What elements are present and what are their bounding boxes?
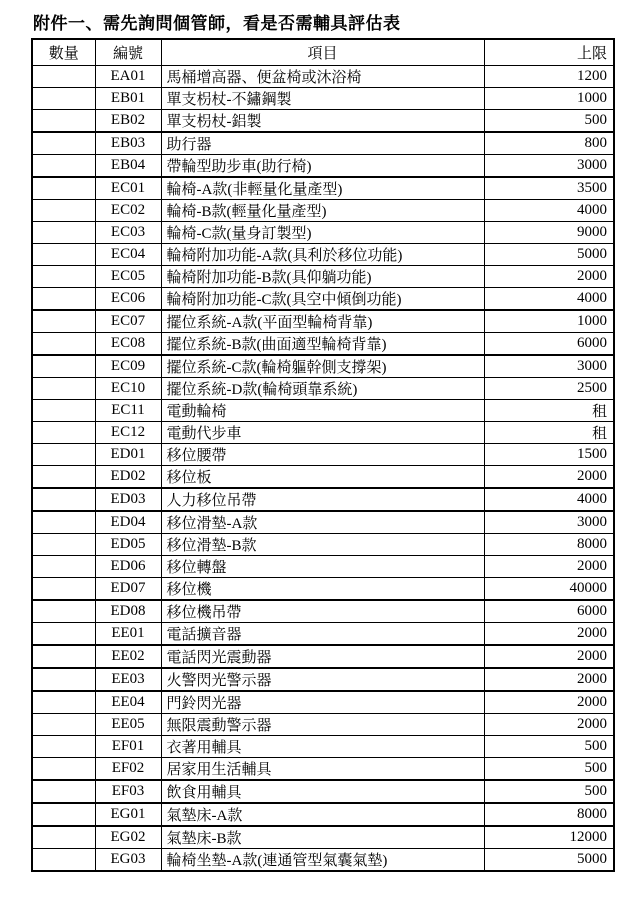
limit-cell: 1500	[484, 443, 614, 465]
table-row	[32, 443, 614, 465]
item-cell: 電動輪椅	[161, 399, 484, 421]
assistive-device-table	[31, 38, 615, 872]
limit-cell: 4000	[484, 199, 614, 221]
item-cell: 擺位系統-B款(曲面適型輪椅背靠)	[161, 332, 484, 355]
item-cell: 移位板	[161, 465, 484, 488]
table-row	[32, 332, 614, 355]
table-row	[32, 577, 614, 600]
limit-cell: 2000	[484, 645, 614, 668]
table-row	[32, 668, 614, 691]
code-cell: EE03	[95, 668, 161, 691]
item-cell: 輪椅附加功能-A款(具利於移位功能)	[161, 243, 484, 265]
item-cell: 人力移位吊帶	[161, 488, 484, 511]
limit-cell: 800	[484, 132, 614, 155]
code-cell: EC07	[95, 310, 161, 333]
limit-cell: 500	[484, 735, 614, 757]
quantity-cell	[32, 177, 95, 200]
limit-cell: 5000	[484, 848, 614, 871]
item-cell: 移位滑墊-B款	[161, 533, 484, 555]
code-cell: EF01	[95, 735, 161, 757]
item-cell: 火警閃光警示器	[161, 668, 484, 691]
item-cell: 擺位系統-D款(輪椅頭靠系統)	[161, 377, 484, 399]
column-header-limit: 上限	[484, 39, 614, 65]
limit-cell: 4000	[484, 287, 614, 310]
code-cell: EG01	[95, 803, 161, 826]
table-row	[32, 355, 614, 378]
code-cell: EE01	[95, 622, 161, 645]
table-row	[32, 265, 614, 287]
code-cell: EA01	[95, 65, 161, 87]
table-row	[32, 735, 614, 757]
quantity-cell	[32, 826, 95, 849]
limit-cell: 2000	[484, 713, 614, 735]
item-cell: 輪椅附加功能-C款(具空中傾倒功能)	[161, 287, 484, 310]
code-cell: EF03	[95, 780, 161, 803]
limit-cell: 3000	[484, 355, 614, 378]
code-cell: EC01	[95, 177, 161, 200]
code-cell: EC10	[95, 377, 161, 399]
limit-cell: 2000	[484, 555, 614, 577]
item-cell: 輪椅-B款(輕量化量產型)	[161, 199, 484, 221]
quantity-cell	[32, 399, 95, 421]
quantity-cell	[32, 310, 95, 333]
table-row	[32, 310, 614, 333]
code-cell: EE02	[95, 645, 161, 668]
code-cell: EG02	[95, 826, 161, 849]
table-row	[32, 848, 614, 871]
table-row	[32, 622, 614, 645]
item-cell: 單支枴杖-不鏽鋼製	[161, 87, 484, 109]
code-cell: EC06	[95, 287, 161, 310]
item-cell: 氣墊床-A款	[161, 803, 484, 826]
code-cell: EC03	[95, 221, 161, 243]
table-row	[32, 377, 614, 399]
item-cell: 輪椅附加功能-B款(具仰躺功能)	[161, 265, 484, 287]
quantity-cell	[32, 154, 95, 177]
code-cell: EB02	[95, 109, 161, 132]
limit-cell: 4000	[484, 488, 614, 511]
table-row	[32, 177, 614, 200]
table-row	[32, 132, 614, 155]
limit-cell: 500	[484, 109, 614, 132]
page-title: 附件一、需先詢問個管師，看是否需輔具評估表	[33, 14, 401, 33]
limit-cell: 3000	[484, 154, 614, 177]
limit-cell: 2000	[484, 265, 614, 287]
column-header-code: 編號	[95, 39, 161, 65]
limit-cell: 2000	[484, 668, 614, 691]
table-row	[32, 421, 614, 443]
table-row	[32, 488, 614, 511]
item-cell: 移位機	[161, 577, 484, 600]
item-cell: 電動代步車	[161, 421, 484, 443]
quantity-cell	[32, 199, 95, 221]
quantity-cell	[32, 848, 95, 871]
code-cell: EB01	[95, 87, 161, 109]
limit-cell: 2500	[484, 377, 614, 399]
quantity-cell	[32, 355, 95, 378]
limit-cell: 3500	[484, 177, 614, 200]
code-cell: ED07	[95, 577, 161, 600]
limit-cell: 2000	[484, 465, 614, 488]
code-cell: EC11	[95, 399, 161, 421]
quantity-cell	[32, 511, 95, 534]
quantity-cell	[32, 287, 95, 310]
quantity-cell	[32, 691, 95, 714]
item-cell: 輪椅坐墊-A款(連通管型氣囊氣墊)	[161, 848, 484, 871]
limit-cell: 1000	[484, 87, 614, 109]
item-cell: 電話擴音器	[161, 622, 484, 645]
code-cell: EC02	[95, 199, 161, 221]
table-row	[32, 243, 614, 265]
limit-cell: 租	[484, 399, 614, 421]
limit-cell: 1200	[484, 65, 614, 87]
item-cell: 帶輪型助步車(助行椅)	[161, 154, 484, 177]
column-header-item: 項目	[161, 39, 484, 65]
quantity-cell	[32, 757, 95, 780]
table-row	[32, 154, 614, 177]
quantity-cell	[32, 645, 95, 668]
quantity-cell	[32, 622, 95, 645]
code-cell: EE05	[95, 713, 161, 735]
quantity-cell	[32, 87, 95, 109]
quantity-cell	[32, 600, 95, 623]
item-cell: 馬桶增高器、便盆椅或沐浴椅	[161, 65, 484, 87]
table-row	[32, 757, 614, 780]
code-cell: EB04	[95, 154, 161, 177]
quantity-cell	[32, 780, 95, 803]
table-body	[32, 65, 614, 871]
item-cell: 輪椅-C款(量身訂製型)	[161, 221, 484, 243]
item-cell: 移位腰帶	[161, 443, 484, 465]
limit-cell: 40000	[484, 577, 614, 600]
quantity-cell	[32, 555, 95, 577]
code-cell: EC05	[95, 265, 161, 287]
code-cell: ED04	[95, 511, 161, 534]
quantity-cell	[32, 132, 95, 155]
code-cell: EC04	[95, 243, 161, 265]
item-cell: 衣著用輔具	[161, 735, 484, 757]
table-row	[32, 803, 614, 826]
quantity-cell	[32, 735, 95, 757]
quantity-cell	[32, 243, 95, 265]
quantity-cell	[32, 377, 95, 399]
quantity-cell	[32, 443, 95, 465]
limit-cell: 租	[484, 421, 614, 443]
table-row	[32, 826, 614, 849]
limit-cell: 2000	[484, 691, 614, 714]
table-row	[32, 691, 614, 714]
item-cell: 無限震動警示器	[161, 713, 484, 735]
quantity-cell	[32, 332, 95, 355]
quantity-cell	[32, 533, 95, 555]
item-cell: 移位機吊帶	[161, 600, 484, 623]
quantity-cell	[32, 421, 95, 443]
code-cell: EB03	[95, 132, 161, 155]
item-cell: 擺位系統-A款(平面型輪椅背靠)	[161, 310, 484, 333]
limit-cell: 6000	[484, 600, 614, 623]
quantity-cell	[32, 577, 95, 600]
code-cell: EC08	[95, 332, 161, 355]
table-row	[32, 555, 614, 577]
column-header-quantity: 數量	[32, 39, 95, 65]
limit-cell: 6000	[484, 332, 614, 355]
code-cell: ED06	[95, 555, 161, 577]
quantity-cell	[32, 221, 95, 243]
table-row	[32, 199, 614, 221]
code-cell: EE04	[95, 691, 161, 714]
quantity-cell	[32, 488, 95, 511]
item-cell: 輪椅-A款(非輕量化量產型)	[161, 177, 484, 200]
item-cell: 電話閃光震動器	[161, 645, 484, 668]
table-row	[32, 65, 614, 87]
limit-cell: 2000	[484, 622, 614, 645]
item-cell: 移位滑墊-A款	[161, 511, 484, 534]
quantity-cell	[32, 465, 95, 488]
item-cell: 氣墊床-B款	[161, 826, 484, 849]
code-cell: EF02	[95, 757, 161, 780]
table-row	[32, 221, 614, 243]
table-row	[32, 287, 614, 310]
limit-cell: 500	[484, 780, 614, 803]
code-cell: EC12	[95, 421, 161, 443]
item-cell: 助行器	[161, 132, 484, 155]
limit-cell: 8000	[484, 533, 614, 555]
table-row	[32, 600, 614, 623]
limit-cell: 500	[484, 757, 614, 780]
table-row	[32, 645, 614, 668]
table-row	[32, 109, 614, 132]
code-cell: ED02	[95, 465, 161, 488]
table-row	[32, 780, 614, 803]
item-cell: 單支枴杖-鋁製	[161, 109, 484, 132]
quantity-cell	[32, 668, 95, 691]
limit-cell: 8000	[484, 803, 614, 826]
limit-cell: 3000	[484, 511, 614, 534]
quantity-cell	[32, 265, 95, 287]
code-cell: ED08	[95, 600, 161, 623]
table-row	[32, 511, 614, 534]
quantity-cell	[32, 713, 95, 735]
quantity-cell	[32, 65, 95, 87]
table-row	[32, 465, 614, 488]
limit-cell: 1000	[484, 310, 614, 333]
table-row	[32, 533, 614, 555]
limit-cell: 5000	[484, 243, 614, 265]
code-cell: ED01	[95, 443, 161, 465]
code-cell: EC09	[95, 355, 161, 378]
code-cell: ED03	[95, 488, 161, 511]
code-cell: ED05	[95, 533, 161, 555]
code-cell: EG03	[95, 848, 161, 871]
limit-cell: 12000	[484, 826, 614, 849]
quantity-cell	[32, 109, 95, 132]
item-cell: 擺位系統-C款(輪椅軀幹側支撐架)	[161, 355, 484, 378]
item-cell: 飲食用輔具	[161, 780, 484, 803]
table-header-row	[32, 39, 614, 65]
limit-cell: 9000	[484, 221, 614, 243]
table-row	[32, 713, 614, 735]
item-cell: 居家用生活輔具	[161, 757, 484, 780]
quantity-cell	[32, 803, 95, 826]
item-cell: 移位轉盤	[161, 555, 484, 577]
item-cell: 門鈴閃光器	[161, 691, 484, 714]
table-row	[32, 399, 614, 421]
table-row	[32, 87, 614, 109]
